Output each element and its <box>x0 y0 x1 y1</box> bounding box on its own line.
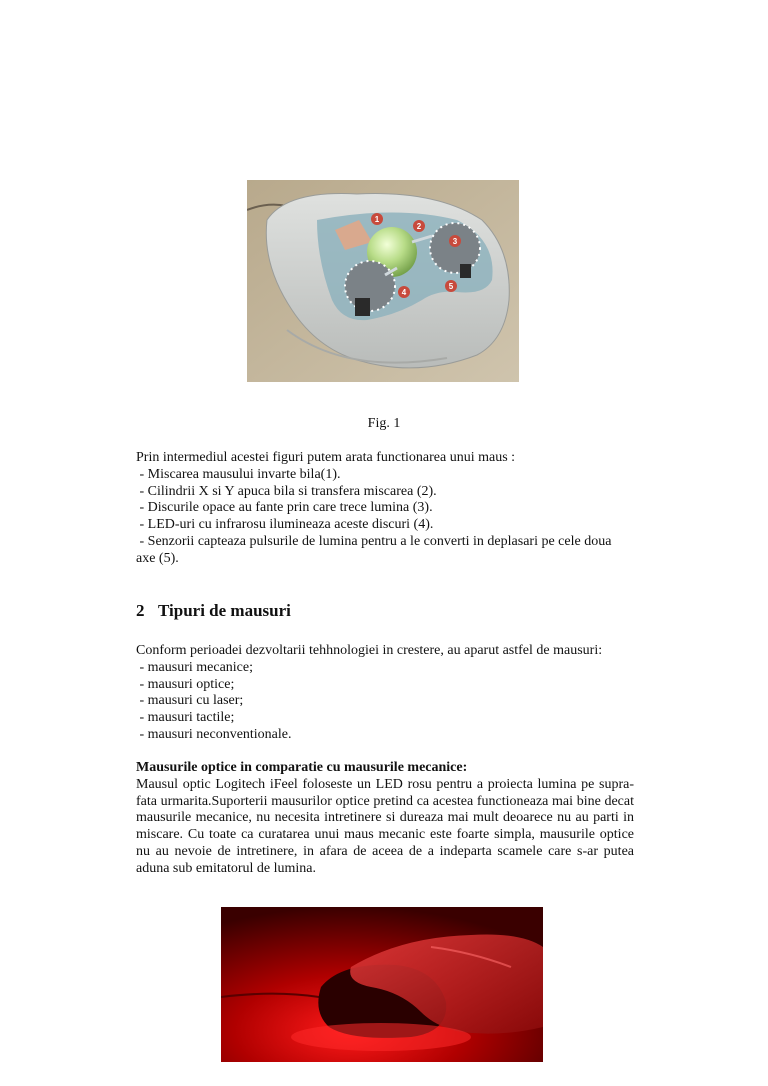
list-item: - LED-uri cu infrarosu ilumineaza aceste discuri (4). <box>136 517 434 533</box>
optical-mouse-photo <box>221 907 543 1062</box>
function-description <box>136 450 634 568</box>
marker-2: 2 <box>416 222 422 231</box>
list-item: - Discurile opace au fante prin care trece lumina (3). <box>136 500 433 516</box>
marker-5: 5 <box>448 282 454 291</box>
figure-caption: Fig. 1 <box>367 416 401 431</box>
comparison-paragraph: Mausul optic Logitech iFeel foloseste un LED rosu pentru a proiecta lumina pe supra-fata urmarita.Suporterii mausurilor optice pretind ca acestea functioneaza mai bine decat mausurile mecanice, nu necesita intretinere si dureaza mai mult deoarece nu au parti in miscare. Cu toate ca curatarea unui maus mecanic este foarte simpla, mausurile optice nu au nevoie de intretinere, in afara de aceea de a indeparta scamele care s-ar putea aduna sub emitatorul de lumina. <box>136 776 634 876</box>
list-item: - mausuri cu laser; <box>136 693 244 709</box>
list-item: - mausuri tactile; <box>136 710 235 726</box>
mechanical-mouse-diagram <box>247 180 519 382</box>
list-item: - mausuri neconventionale. <box>136 726 292 742</box>
section-title: Tipuri de mausuri <box>158 601 291 620</box>
mouse-types <box>136 643 634 744</box>
types-intro: Conform perioadei dezvoltarii tehhnologiei in crestere, au aparut astfel de mausuri: <box>136 643 603 658</box>
comparison-section <box>136 760 634 878</box>
list-item: - Cilindrii X si Y apuca bila si transfera miscarea (2). <box>136 483 437 499</box>
marker-4: 4 <box>401 288 407 297</box>
list-item: - mausuri optice; <box>136 676 235 692</box>
comparison-title: Mausurile optice in comparatie cu mausurile mecanice: <box>136 760 468 775</box>
list-item: - Senzorii capteaza pulsurile de lumina pentru a le converti in deplasari pe cele doua axe (5). <box>136 533 615 566</box>
section-heading <box>136 601 291 621</box>
section-number: 2 <box>136 601 145 620</box>
list-item: - Miscarea mausului invarte bila(1). <box>136 466 341 482</box>
list-item: - mausuri mecanice; <box>136 659 254 675</box>
marker-1: 1 <box>374 215 380 224</box>
marker-3: 3 <box>452 237 458 246</box>
intro-text: Prin intermediul acestei figuri putem arata functionarea unui maus : <box>136 450 516 465</box>
